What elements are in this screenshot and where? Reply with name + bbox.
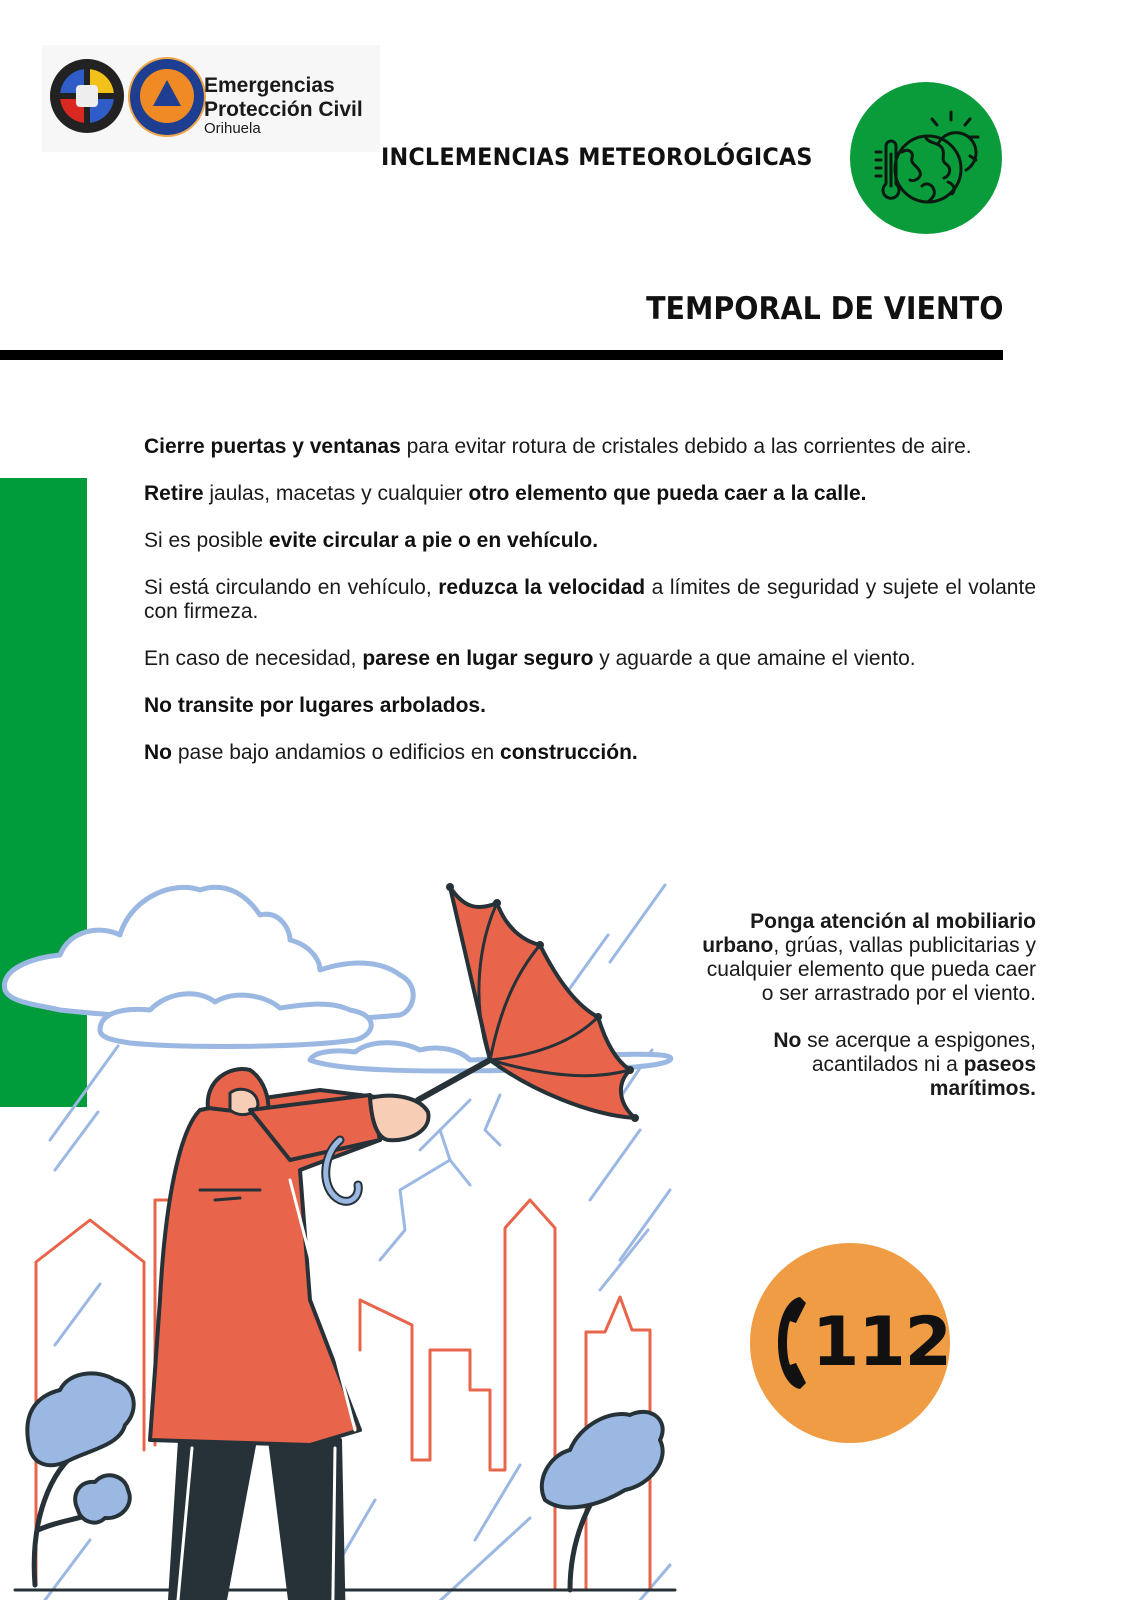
side-note-item: Ponga atención al mobiliario urbano, grúas, vallas publicitarias y cualquier elemento que pueda caer o ser arrastrado por el viento.	[702, 910, 1036, 1005]
tip-item: Cierre puertas y ventanas para evitar rotura de cristales debido a las corrientes de aire.	[144, 435, 972, 458]
climate-icon-badge	[850, 82, 1002, 234]
tip-item: En caso de necesidad, parese en lugar seguro y aguarde a que amaine el viento.	[144, 647, 916, 670]
wind-storm-illustration	[0, 860, 690, 1600]
tip-item: Si está circulando en vehículo, reduzca la velocidad a límites de seguridad y sujete el volante con firmeza.	[144, 576, 1036, 623]
logo-line-1: Emergencias	[204, 74, 335, 97]
side-notes	[700, 910, 1036, 1124]
emergencias-seal-icon	[50, 59, 124, 133]
side-note-item: No se acerque a espigones, acantilados ni a paseos marítimos.	[773, 1029, 1036, 1100]
logo-line-2: Protección Civil	[204, 98, 363, 121]
logo-block	[42, 45, 380, 152]
page-title: TEMPORAL DE VIENTO	[645, 291, 1003, 327]
globe-thermometer-sun-icon	[850, 82, 1002, 234]
document-category: INCLEMENCIAS METEOROLÓGICAS	[381, 143, 813, 171]
emergency-number: 112	[812, 1303, 951, 1382]
phone-icon	[770, 1293, 814, 1393]
proteccion-civil-seal-icon	[128, 57, 206, 137]
emergency-number-badge	[750, 1243, 950, 1443]
tip-item: No pase bajo andamios o edificios en construcción.	[144, 741, 638, 764]
tip-item: Si es posible evite circular a pie o en vehículo.	[144, 529, 599, 552]
logo-line-3: Orihuela	[204, 120, 261, 137]
logo-text	[204, 75, 363, 136]
tip-item: Retire jaulas, macetas y cualquier otro elemento que pueda caer a la calle.	[144, 482, 867, 505]
tip-item: No transite por lugares arbolados.	[144, 694, 486, 717]
title-divider	[0, 350, 1003, 360]
tips-list	[144, 435, 1036, 788]
